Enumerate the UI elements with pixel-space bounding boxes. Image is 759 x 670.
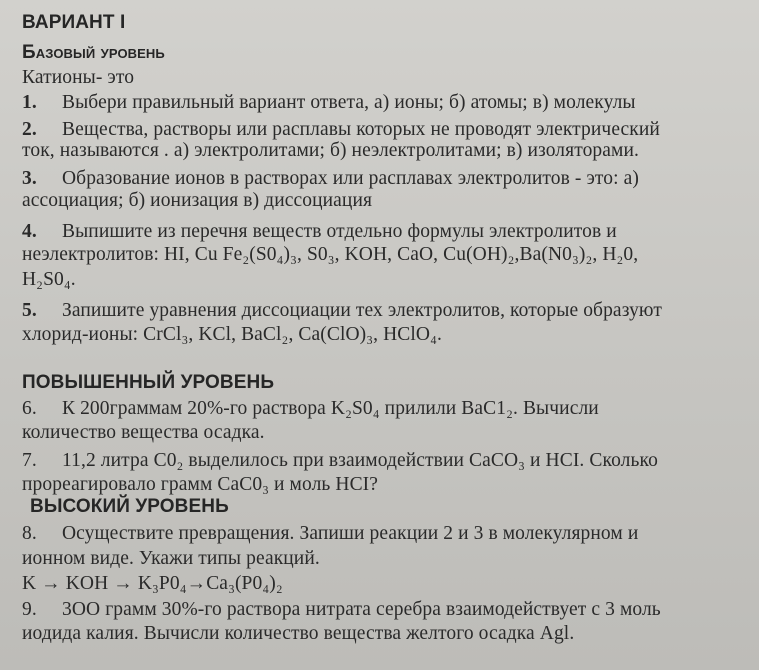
question-7-line-1 [22,450,658,472]
advanced-level-title: ПОВЫШЕННЫЙ УРОВЕНЬ [22,372,275,393]
question-3-line-1 [22,168,639,190]
question-7-line-2: прореагировало грамм CaC0₃ и моль HCI? [22,474,379,495]
question-text: Осуществите превращения. Запиши реакции 2 и 3 в молекулярном и [62,523,639,544]
question-number: 5. [22,300,37,321]
question-4-line-3: H₂S0₄. [22,269,76,290]
question-number: 1. [22,92,37,113]
question-number: 9. [22,599,37,620]
question-5-line-1 [22,300,662,322]
question-number: 7. [22,450,37,471]
question-text: Запишите уравнения диссоциации тех электролитов, которые образуют [62,300,662,321]
question-number: 2. [22,119,37,140]
question-text: Образование ионов в растворах или расплавах электролитов - это: а) [62,168,639,189]
question-8-line-2: ионном виде. Укажи типы реакций. [22,548,320,569]
question-number: 6. [22,398,37,419]
question-2-line-2: ток, называются . а) электролитами; б) неэлектролитами; в) изоляторами. [22,140,639,161]
question-number: 3. [22,168,37,189]
question-number: 8. [22,523,37,544]
variant-title: ВАРИАНТ I [22,12,126,33]
question-text: Выбери правильный вариант ответа, а) ионы; б) атомы; в) молекулы [62,92,636,113]
question-text: 3OO грамм 30%-го раствора нитрата серебра взаимодействует с 3 моль [62,599,661,620]
question-1 [22,92,636,114]
question-2-line-1 [22,119,660,141]
question-4-line-1 [22,221,617,243]
question-9-line-2: иодида калия. Вычисли количество вещества желтого осадка Agl. [22,623,575,644]
question-number: 4. [22,221,37,242]
question-6-line-2: количество вещества осадка. [22,422,265,443]
question-text: Выпишите из перечня веществ отдельно формулы электролитов и [62,221,617,242]
question-text: К 200граммам 20%-го раствора K₂S0₄ прилили BaC1₂. Вычисли [62,398,599,419]
cations-intro: Катионы- это [22,67,135,88]
question-text: Вещества, растворы или расплавы которых не проводят электрический [62,119,660,140]
question-text: 11,2 литра C0₂ выделилось при взаимодействии CaCO₃ и HCI. Сколько [62,450,658,471]
question-8-line-1 [22,523,638,545]
basic-level-title: Базовый уровень [22,42,165,63]
question-3-line-2: ассоциация; б) ионизация в) диссоциация [22,190,373,211]
question-6-line-1 [22,398,599,420]
question-9-line-1 [22,599,661,621]
question-4-line-2: неэлектролитов: HI, Cu Fe₂(S0₄)₃, S0₃, KOH, CaO, Cu(OH)₂,Ba(N0₃)₂, H₂0, [22,244,639,265]
transformation-chain: K → KOH → K₃P0₄→Ca₃(P0₄)₂ [22,573,283,594]
question-5-line-2: хлорид-ионы: CrCl₃, KCl, BaCl₂, Ca(ClO)₃, HClO₄. [22,324,442,345]
high-level-title: ВЫСОКИЙ УРОВЕНЬ [30,496,229,517]
